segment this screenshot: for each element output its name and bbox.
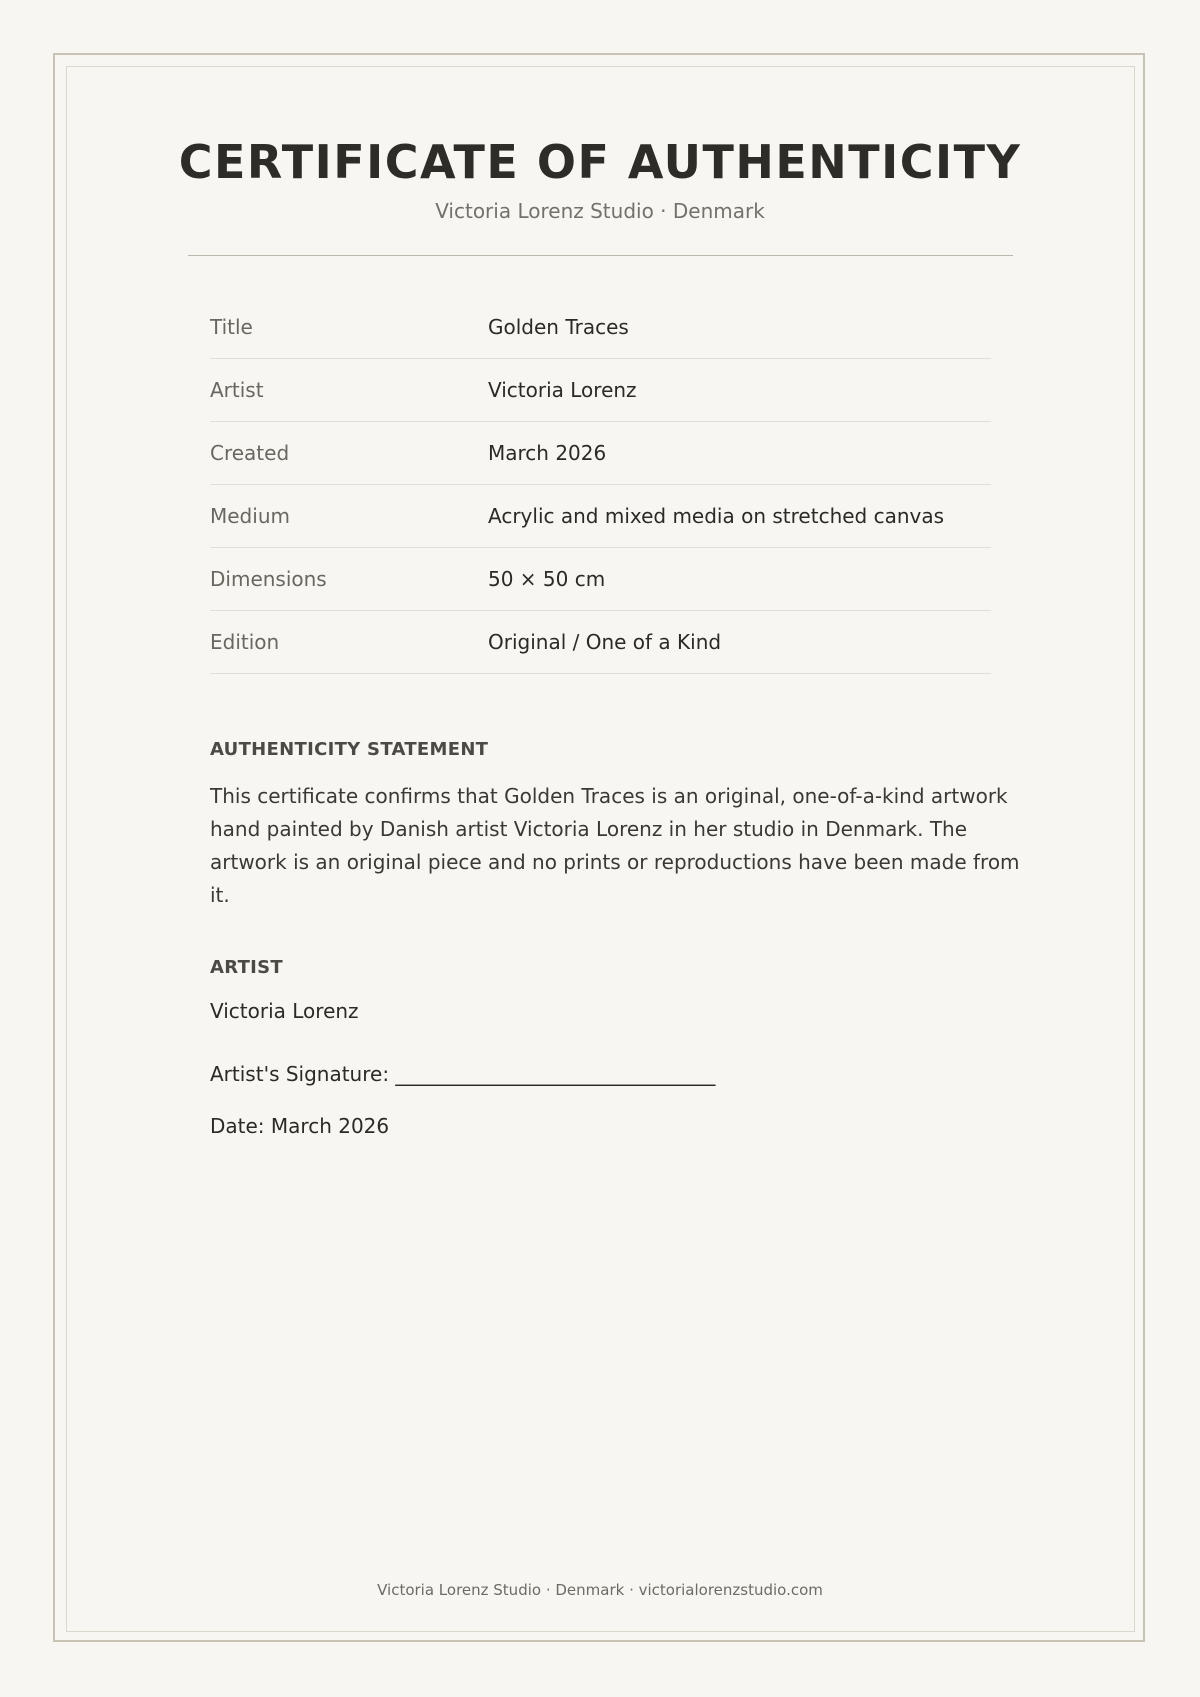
detail-row-dimensions [210, 548, 991, 611]
statement-heading: AUTHENTICITY STATEMENT [210, 739, 489, 760]
statement-text: This certificate confirms that Golden Traces is an original, one-of-a-kind artwork hand painted by Danish artist Victoria Lorenz in her studio in Denmark. The artwork is an original piece and no prints or reproductions have been made from it. [210, 784, 1020, 907]
detail-value: Original / One of a Kind [488, 630, 722, 654]
footer-text: Victoria Lorenz Studio · Denmark · victorialorenzstudio.com [377, 1581, 823, 1599]
detail-label: Title [210, 315, 253, 339]
detail-value: Victoria Lorenz [488, 378, 637, 402]
detail-row-edition [210, 611, 991, 674]
artist-heading: ARTIST [210, 957, 284, 978]
date-line: Date: March 2026 [210, 1114, 390, 1138]
artist-name: Victoria Lorenz [210, 999, 359, 1023]
detail-value: March 2026 [488, 441, 607, 465]
artwork-details-table [210, 296, 991, 674]
signature-line: Artist's Signature: ________________________________ [210, 1062, 716, 1086]
header-divider [188, 255, 1013, 256]
detail-label: Medium [210, 504, 290, 528]
detail-label: Edition [210, 630, 280, 654]
detail-label: Dimensions [210, 567, 327, 591]
detail-label: Artist [210, 378, 264, 402]
detail-row-created [210, 422, 991, 485]
detail-label: Created [210, 441, 290, 465]
detail-value: Acrylic and mixed media on stretched canvas [488, 504, 945, 528]
detail-row-title [210, 296, 991, 359]
detail-value: 50 × 50 cm [488, 567, 606, 591]
certificate-title: CERTIFICATE OF AUTHENTICITY [178, 135, 1022, 189]
detail-row-artist [210, 359, 991, 422]
detail-row-medium [210, 485, 991, 548]
detail-value: Golden Traces [488, 315, 629, 339]
certificate-subtitle: Victoria Lorenz Studio · Denmark [435, 199, 765, 223]
